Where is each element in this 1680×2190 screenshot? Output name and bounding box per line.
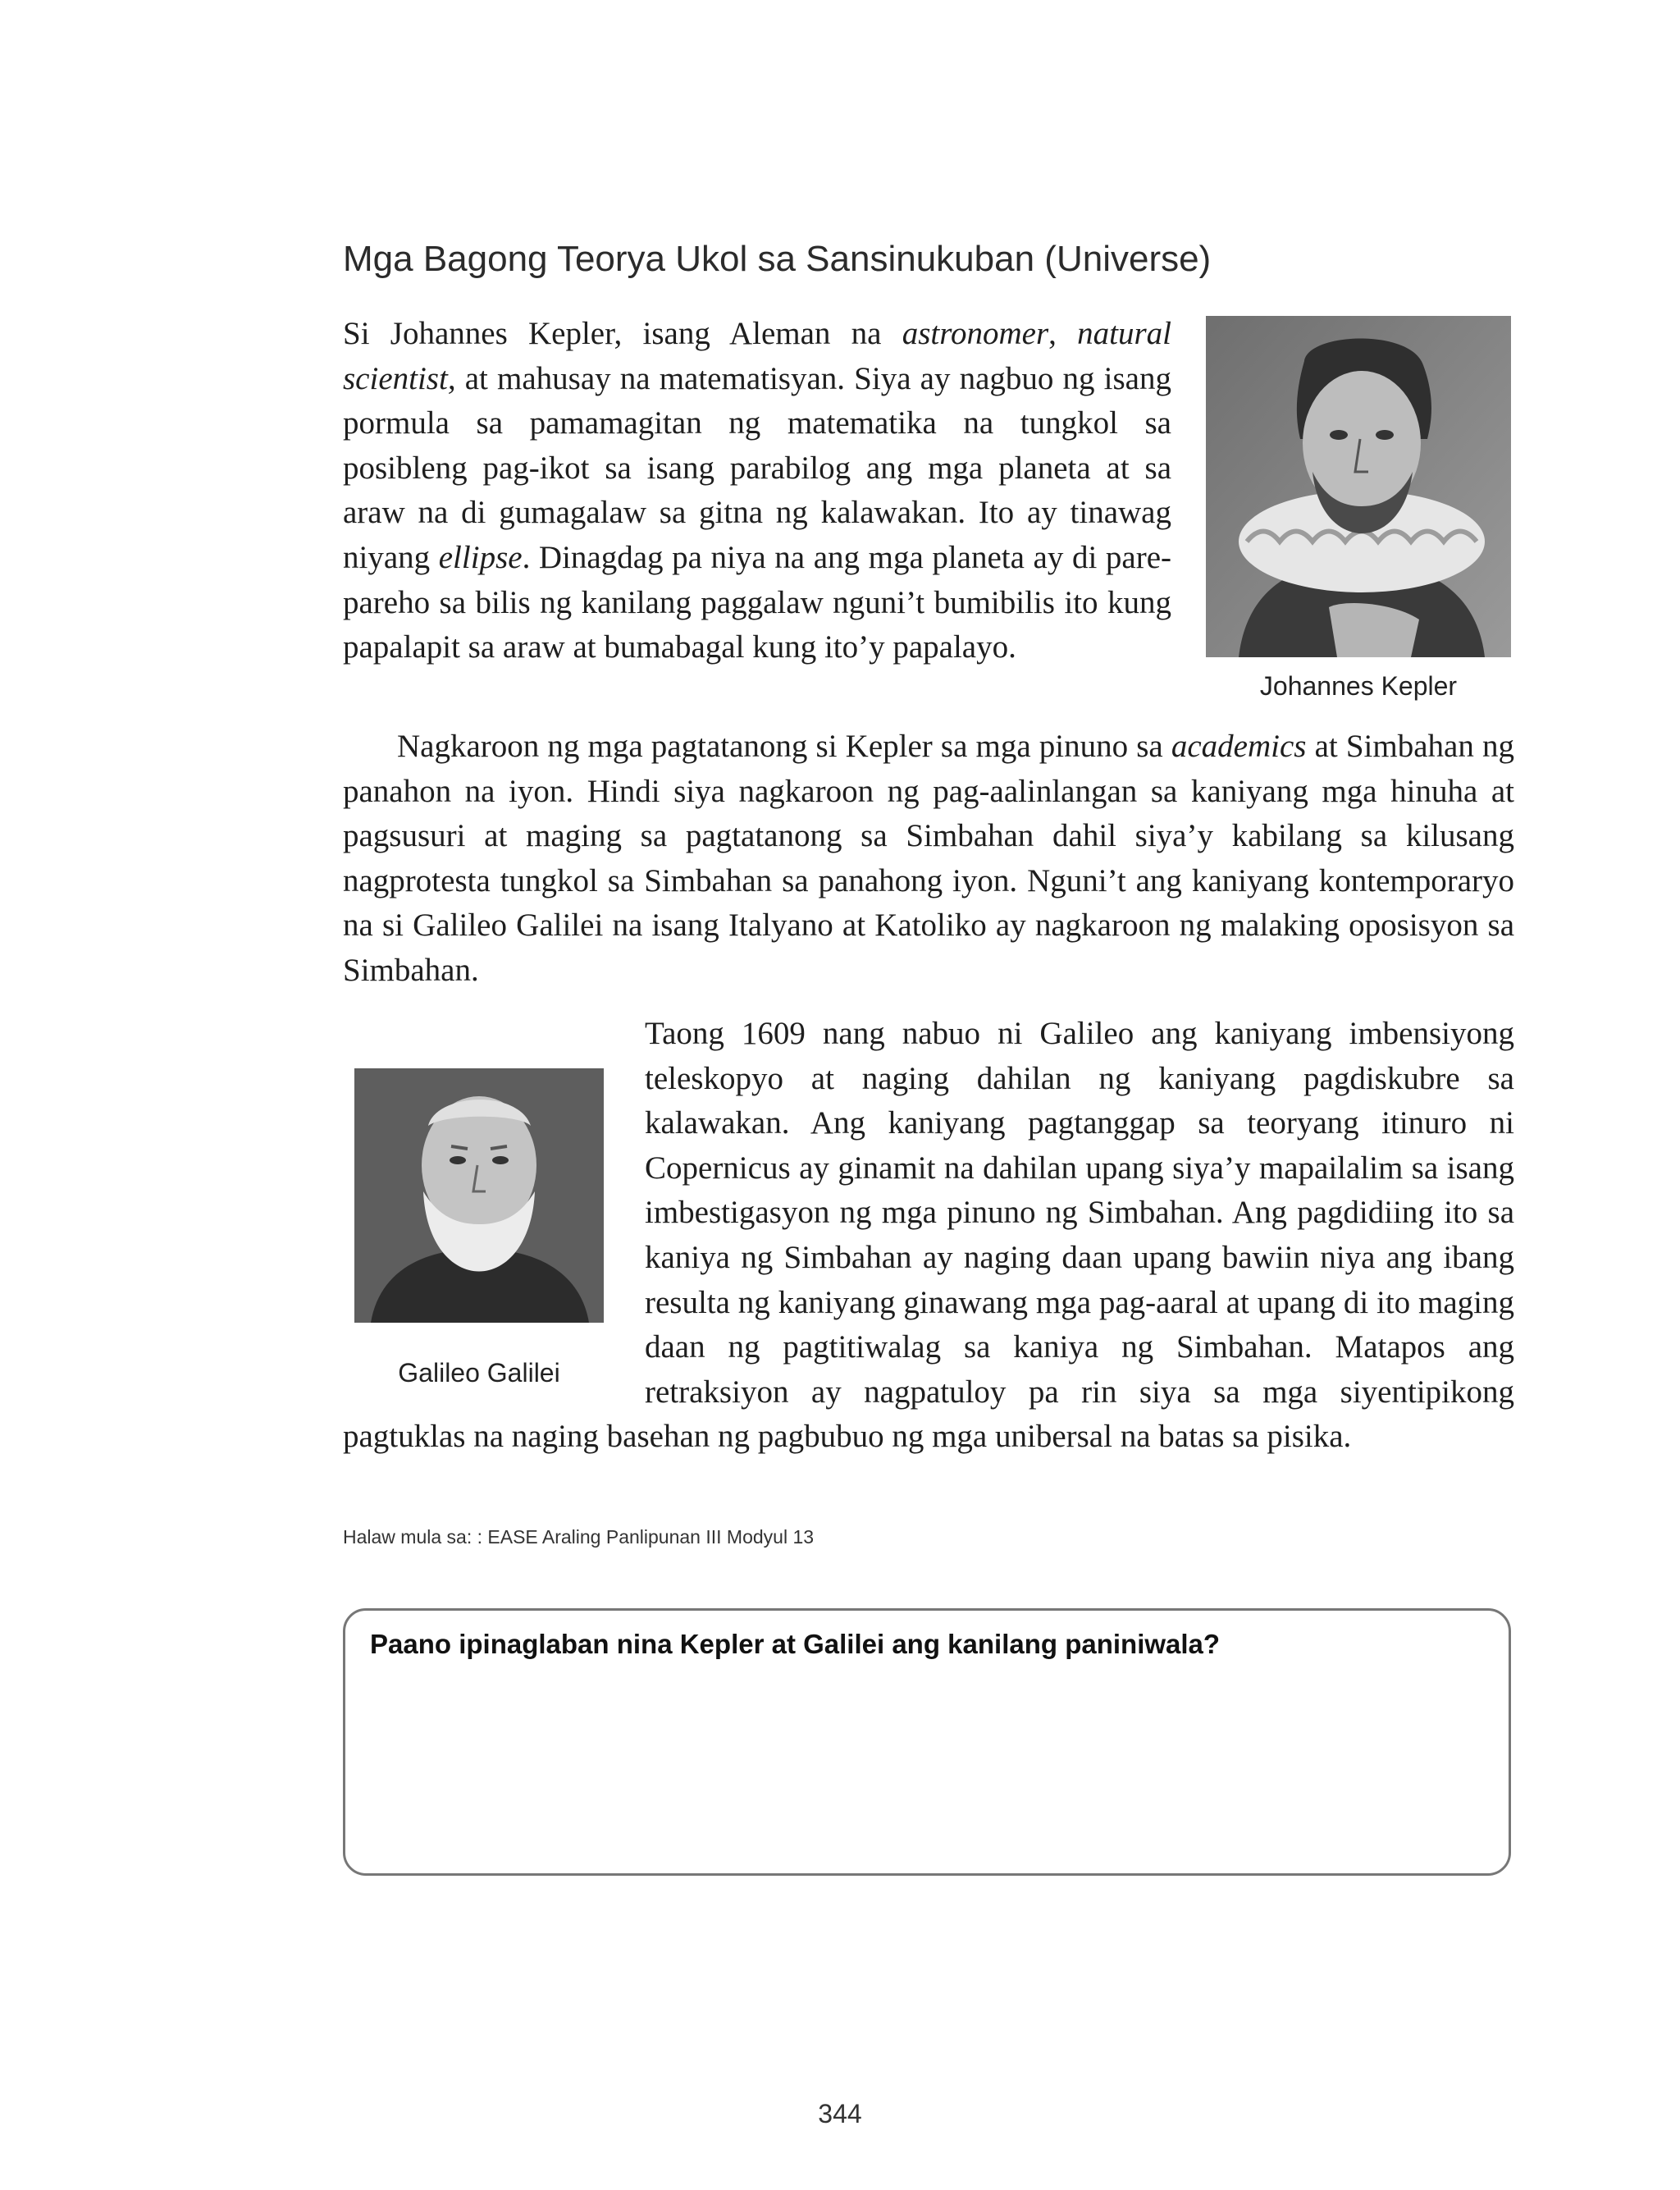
section-heading: Mga Bagong Teorya Ukol sa Sansinukuban (Universe) — [343, 239, 1212, 279]
kepler-caption: Johannes Kepler — [1259, 671, 1458, 701]
source-note: Halaw mula sa: : EASE Araling Panlipunan III Modyul 13 — [343, 1526, 815, 1548]
text-run: Si Johannes Kepler, isang Aleman na — [343, 316, 902, 351]
text-run: Nagkaroon ng mga pagtatanong si Kepler sa mga pinuno sa — [397, 729, 1171, 764]
text-run: at Simbahan ng panahon na iyon. Hindi siya nagkaroon ng pag-aalinlangan sa kaniyang mga hinuha at pagsusuri at maging sa pagtatanong sa Simbahan dahil siya’y kabilang sa kilusang nagprotesta tungkol sa Simbahan sa panahong iyon. Nguni’t ang kaniyang kontemporaryo na si Galileo Galilei na isang Italyano at Katoliko ay nagkaroon ng malaking oposisyon sa Simbahan. — [343, 729, 1514, 988]
question-text: Paano ipinaglaban nina Kepler at Galilei ang kanilang paniniwala? — [370, 1629, 1221, 1659]
question-box[interactable] — [343, 1608, 1511, 1876]
text-run: at mahusay na matematisyan. Siya ay nagbuo ng isang pormula sa pamamagitan ng matematika na tungkol sa posibleng pag-ikot sa isang parabilog ang mga planeta at sa araw na di gumagalaw sa gitna ng kalawakan. Ito ay tinawag niyang — [343, 360, 1171, 575]
page-number: 344 — [818, 2099, 862, 2128]
kepler-paragraph — [343, 312, 1171, 670]
galileo-portrait — [354, 1068, 604, 1323]
italic-term: natural scientist, — [343, 316, 1171, 396]
italic-term: ellipse — [438, 539, 523, 575]
kepler-church-paragraph — [343, 725, 1514, 994]
text-run: . Dinagdag pa niya na ang mga planeta ay di pare-pareho sa bilis ng kanilang paggalaw nguni’t bumibilis ito kung papalapit sa araw at bumabagal kung ito’y papalayo. — [343, 539, 1171, 665]
galileo-caption: Galileo Galilei — [398, 1358, 560, 1388]
italic-term: academics — [1171, 729, 1307, 764]
text-run: , — [1048, 316, 1078, 351]
galileo-paragraph-text: Taong 1609 nang nabuo ni Galileo ang kaniyang imbensiyong teleskopyo at naging dahilan ng kaniyang pagdiskubre sa kalawakan. Ang kaniyang pagtanggap sa teoryang itinuro ni Copernicus ay ginamit na dahilan upang siya’y mapailalim sa isang imbestigasyon ng mga pinuno ng Simbahan. Ang pagdidiing ito sa kaniya ng Simbahan ay naging daan upang bawiin niya ang ibang resulta ng kaniyang ginawang mga pag-aaral at upang di ito maging daan ng pagtitiwalag sa kaniya ng Simbahan. Matapos ang retraksiyon ay nagpatuloy pa rin siya sa mga siyentipikong pagtuklas na naging basehan ng pagbubuo ng mga unibersal na batas sa pisika. — [343, 1016, 1514, 1455]
kepler-portrait — [1206, 316, 1511, 657]
italic-term: astronomer — [902, 316, 1049, 351]
